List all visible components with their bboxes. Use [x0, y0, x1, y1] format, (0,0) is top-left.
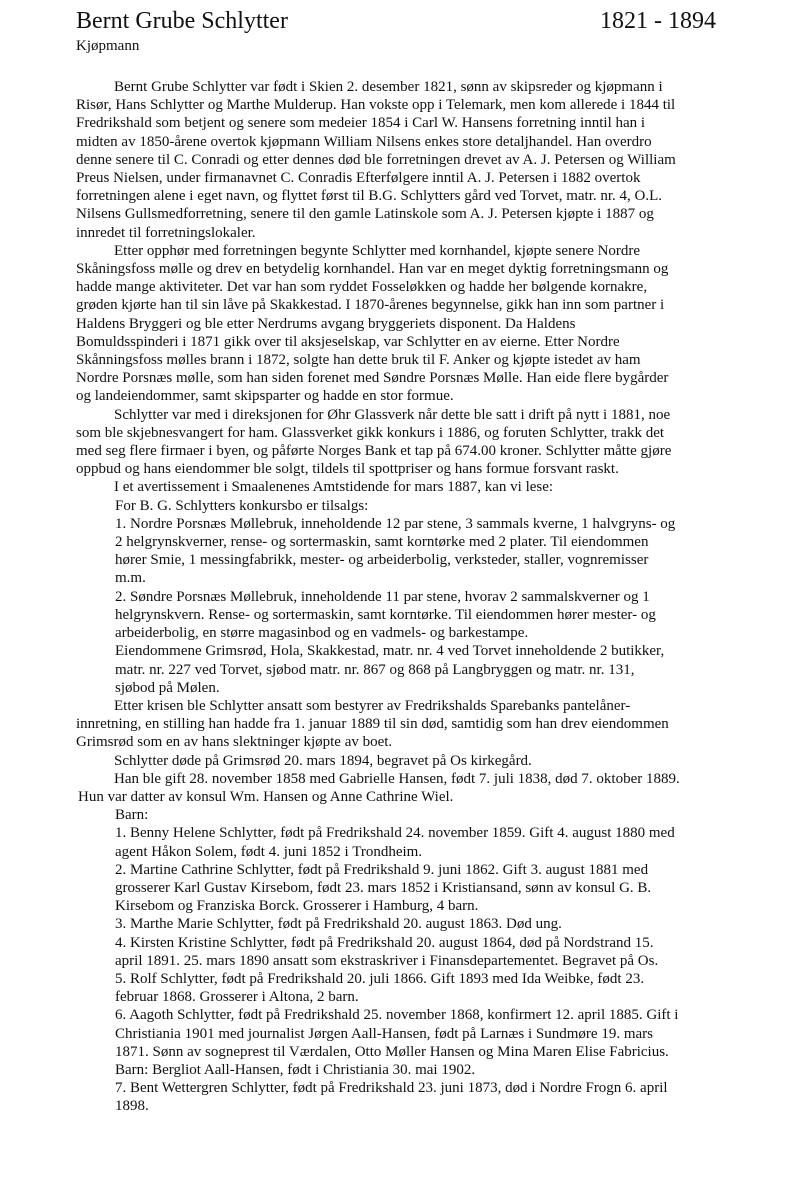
paragraph: Schlytter døde på Grimsrød 20. mars 1894, begravet på Os kirkegård.: [114, 752, 532, 769]
paragraph: 1. Benny Helene Schlytter, født på Fredrikshald 24. november 1859. Gift 4. august 1880 med agent Håkon Solem, født 4. juni 1852 i Trondheim.: [115, 825, 675, 860]
paragraph: For B. G. Schlytters konkursbo er tilsalgs:: [115, 497, 369, 514]
paragraph: 2. Søndre Porsnæs Møllebruk, inneholdende 11 par stene, hvorav 2 sammalskverner og 1 helgrynskvern. Rense- og sortermaskin, samt korntørke. Til eiendommen hører mester- og arbeiderbolig, en større magasinbod og en vadmels- og barkestampe.: [115, 588, 656, 642]
paragraph: 5. Rolf Schlytter, født på Fredrikshald 20. juli 1866. Gift 1893 med Ida Weibke, født 23. februar 1868. Grosserer i Altona, 2 barn.: [115, 970, 645, 1006]
paragraph: 2. Martine Cathrine Schlytter, født på Fredrikshald 9. juni 1862. Gift 3. august 1881 med grosserer Karl Gustav Kirsebom, født 23. mars 1852 i Kristiansand, sønn av konsul G. B. Kirsebom og Franziska Borck. Grosserer i Hamburg, 4 barn.: [115, 861, 652, 915]
paragraph: Barn:: [115, 807, 149, 824]
paragraph: Han ble gift 28. november 1858 med Gabrielle Hansen, født 7. juli 1838, død 7. oktober 1889.: [114, 770, 680, 787]
paragraph: Eiendommene Grimsrød, Hola, Skakkestad, matr. nr. 4 ved Torvet inneholdende 2 butikker, matr. nr. 227 ved Torvet, sjøbod matr. nr. 867 og 868 på Langbryggen og matr. nr. 131, sjøbod på Mølen.: [115, 643, 665, 696]
occupation: Kjøpmann: [76, 38, 140, 54]
paragraph: Schlytter var med i direksjonen for Øhr Glassverk når dette ble satt i drift på nytt i 1881, noe som ble skjebnesvangert for ham. Glassverket gikk konkurs i 1886, og foruten Schlytter, trakk det med seg flere firmaer i byen, og påførte Norges Bank et tap på 674.00 kroner. Schlytter måtte gjøre oppbud og hans eiendommer ble solgt, tildels til spottpriser og hans formue forsvant raskt.: [76, 406, 672, 478]
paragraph: 1. Nordre Porsnæs Møllebruk, inneholdende 12 par stene, 3 sammals kverne, 1 halvgryns- og 2 helgrynskverner, rense- og sortermaskin, samt korntørke med 2 plater. Til eiendommen hører Smie, 1 messingfabrikk, mester- og arbeiderbolig, verksteder, staller, vognremisser m.m.: [115, 515, 676, 587]
paragraph: 4. Kirsten Kristine Schlytter, født på Fredrikshald 20. august 1864, død på Nordstrand 15. april 1891. 25. mars 1890 ansatt som ekstraskriver i Finansdepartementet. Begravet på Os.: [115, 934, 659, 969]
paragraph: 3. Marthe Marie Schlytter, født på Fredrikshald 20. august 1863. Død ung.: [115, 916, 562, 933]
life-years: 1821 - 1894: [600, 8, 716, 34]
paragraph: 6. Aagoth Schlytter, født på Fredrikshald 25. november 1868, konfirmert 12. april 1885. Gift i Christiania 1901 med journalist Jørgen Aall-Hansen, født på Larnæs i Sundmøre 19. mars 1871. Sønn av sogneprest til Værdalen, Otto Møller Hansen og Mina Maren Elise Fabricius. Barn: Bergliot Aall-Hansen, født i Christiania 30. mai 1902.: [115, 1007, 679, 1078]
paragraph: Hun var datter av konsul Wm. Hansen og Anne Cathrine Wiel.: [78, 788, 454, 805]
paragraph: Etter opphør med forretningen begynte Schlytter med kornhandel, kjøpte senere Nordre Skåningsfoss mølle og drev en betydelig kornhandel. Han var en meget dyktig forretningsmann og hadde mange aktiviteter. Det var han som ryddet Fosseløkken og hadde her bølgende kornakre, grøden kjørte han til sin låve på Skakkestad. I 1870-årenes begynnelse, gikk han inn som partner i Haldens Bryggeri og ble etter Nerdrums avgang bryggeriets disponent. Da Haldens Bomuldsspinderi i 1871 gikk over til aksjeselskap, var Schlytter en av eierne. Etter Nordre Skånningsfoss mølles brann i 1872, solgte han dette bruk til F. Anker og kjøpte istedet av ham Nordre Porsnæs mølle, som han siden forenet med Søndre Porsnæs Mølle. Han eide flere bygårder og landeiendommer, samt skipsparter og hadde en stor formue.: [76, 242, 669, 405]
document-header: [76, 6, 716, 56]
paragraph: 7. Bent Wettergren Schlytter, født på Fredrikshald 23. juni 1873, død i Nordre Frogn 6. april 1898.: [115, 1080, 668, 1115]
paragraph: I et avertissement i Smaalenenes Amtstidende for mars 1887, kan vi lese:: [114, 479, 554, 496]
paragraph: Bernt Grube Schlytter var født i Skien 2. desember 1821, sønn av skipsreder og kjøpmann i Risør, Hans Schlytter og Marthe Mulderup. Han vokste opp i Telemark, men kom allerede i 1844 til Fredrikshald som betjent og senere som medeier 1854 i Carl W. Hansens forretning inntil han i midten av 1850-årene overtok kjøpmann William Nilsens enkes store detaljhandel. Han overdro denne senere til C. Conradi og etter dennes død ble forretningen drevet av A. J. Petersen og William Preus Nielsen, under firmanavnet C. Conradis Efterfølgere inntil A. J. Petersen i 1882 overtok forretningen alene i eget navn, og flyttet først til B.G. Schlytters gård ved Torvet, matr. nr. 4, O.L. Nilsens Gullsmedforretning, senere til den gamle Latinskole som A. J. Petersen kjøpte i 1887 og innredet til forretningslokaler.: [76, 79, 676, 241]
person-name: Bernt Grube Schlytter: [76, 8, 288, 34]
paragraph: Etter krisen ble Schlytter ansatt som bestyrer av Fredrikshalds Sparebanks pantelåner- innretning, en stilling han hadde fra 1. januar 1889 til sin død, samtidig som han drev eiendommen Grimsrød som en av hans slektninger kjøpte av boet.: [76, 697, 669, 751]
biography-body: [76, 78, 721, 1116]
